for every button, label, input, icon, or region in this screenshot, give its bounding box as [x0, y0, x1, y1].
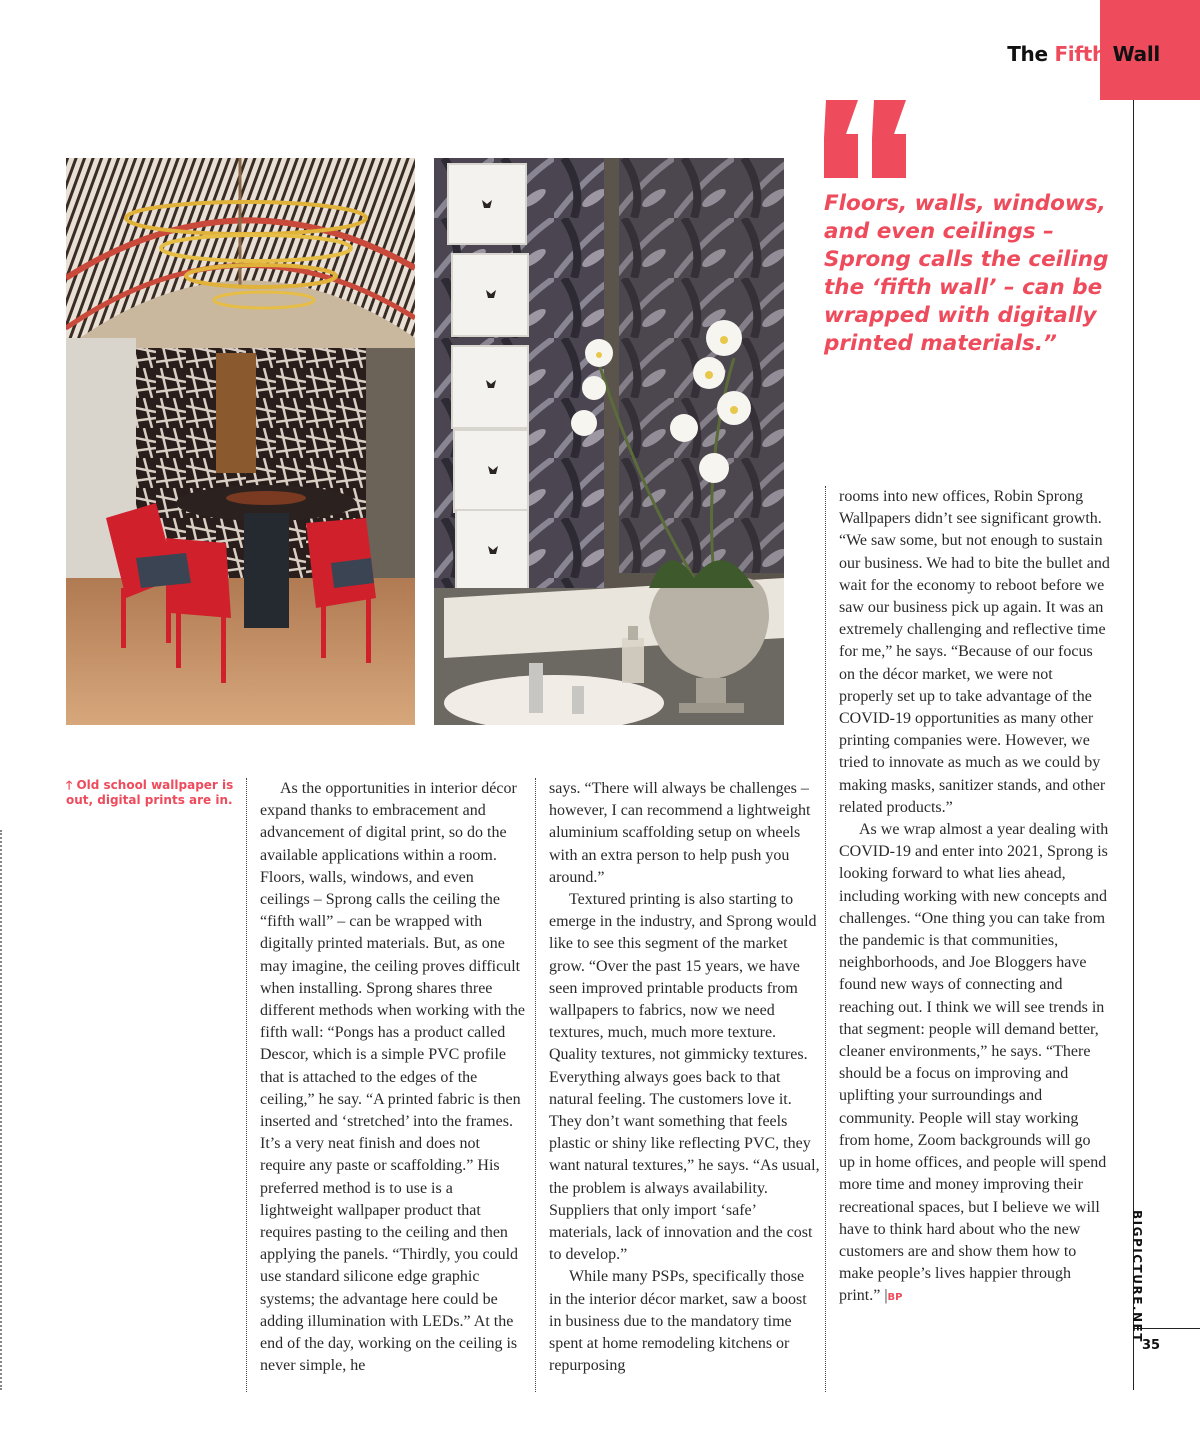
- paragraph: While many PSPs, specifically those in the interior décor market, saw a boost in business due to the mandatory time spent at home remodeling kitchens or repurposing: [549, 1268, 807, 1375]
- pull-quote: [824, 190, 1114, 358]
- restaurant-interior-photo: [66, 158, 415, 725]
- open-quote-icon: [822, 100, 912, 180]
- close-quote-icon: ”: [1043, 331, 1057, 356]
- section-title: The Fifth Wall: [1007, 42, 1160, 66]
- arrow-up-icon: 🡑: [66, 778, 73, 792]
- photo-caption: [66, 778, 241, 808]
- page-number: 35: [1142, 1338, 1161, 1353]
- left-margin-marks: [0, 830, 2, 1390]
- body-column-2: [535, 778, 820, 1392]
- paragraph: Textured printing is also starting to emerge in the industry, and Sprong would like to see this segment of the market grow. “Over the past 15 years, we have seen improved printable products from wallpapers to fabrics, now we need textures, much, much more texture. Quality textures, not gimmicky textures. Everything always goes back to that natural feeling. The customers love it. They don’t want something that feels plastic or shiny like reflecting PVC, they want natural textures,” he says. “As usual, the problem is always availability. Suppliers that only import ‘safe’ materials, lack of innovation and the cost to develop.”: [549, 891, 820, 1264]
- paragraph: As the opportunities in interior décor expand thanks to embracement and advancement of digital print, so do the available applications within a room. Floors, walls, windows, and even ceilings – Sprong calls the ceiling the “fifth wall” – can be wrapped with digitally printed materials. But, as one may imagine, the ceiling proves difficult when installing. Sprong shares three different methods when working with the fifth wall: “Pongs has a product called Descor, which is a simple PVC profile that is attached to the edges of the ceiling,” he say. “A printed fabric is then inserted and ‘stretched’ into the frames. It’s a very neat finish and does not require any paste or scaffolding.” His preferred method is to use is a lightweight wallpaper product that requires pasting to the ceiling and then applying the panels. “Thirdly, you could use standard silicone edge graphic systems; the advantage here could be adding illumination with LEDs.” At the end of the day, working on the ceiling is never simple, he: [260, 780, 525, 1375]
- body-column-3: [825, 486, 1110, 1392]
- restaurant-illustration: [66, 158, 415, 725]
- paragraph: says. “There will always be challenges – however, I can recommend a lightweight aluminium scaffolding setup on wheels with an extra person to help push you around.”: [549, 780, 811, 886]
- right-margin-rule: [1133, 100, 1134, 1390]
- paragraph: [839, 819, 1110, 1309]
- end-mark: BP: [887, 1292, 903, 1304]
- body-column-1: [246, 778, 526, 1392]
- caption-text: Old school wallpaper is out, digital prints are in.: [66, 778, 234, 807]
- paragraph: rooms into new offices, Robin Sprong Wallpapers didn’t see significant growth. “We saw some, but not enough to sustain our business. We had to bite the bullet and wait for the economy to reboot before we saw our business pick up again. It was an extremely challenging and reflective time for me,” he says. “Because of our focus on the décor market, we were not properly set up to take advantage of the COVID-19 opportunities as many other printing companies were. However, we tried to innovate as much as we could by making masks, sanitizer stands, and other related products.”: [839, 488, 1110, 816]
- paragraph-text: As we wrap almost a year dealing with COVID-19 and enter into 2021, Sprong is looking forward to what lies ahead, including working with new concepts and challenges. “One thing you can take from the pandemic is that communities, neighborhoods, and Joe Bloggers have found new ways of connecting and reaching out. I think we will see trends in that segment: people will demand better, cleaner environments,” he says. “There should be a focus on improving and uplifting your surroundings and community. People will stay working from home, Zoom backgrounds will go up in home offices, and people will spend more time and money improving their recreational spaces, but I believe we will have to think hard about who the new customers are and show them how to make people’s lives happier through print.”: [839, 821, 1109, 1305]
- end-divider: |: [880, 1287, 888, 1305]
- pull-quote-text: Floors, walls, windows, and even ceilings – Sprong calls the ceiling the ‘fifth wall’ – can be wrapped with digitally printed materials.: [824, 191, 1109, 356]
- site-label: BIGPICTURE.NET: [1130, 1210, 1144, 1343]
- bathroom-orchid-photo: [434, 158, 784, 725]
- bathroom-illustration: [434, 158, 784, 725]
